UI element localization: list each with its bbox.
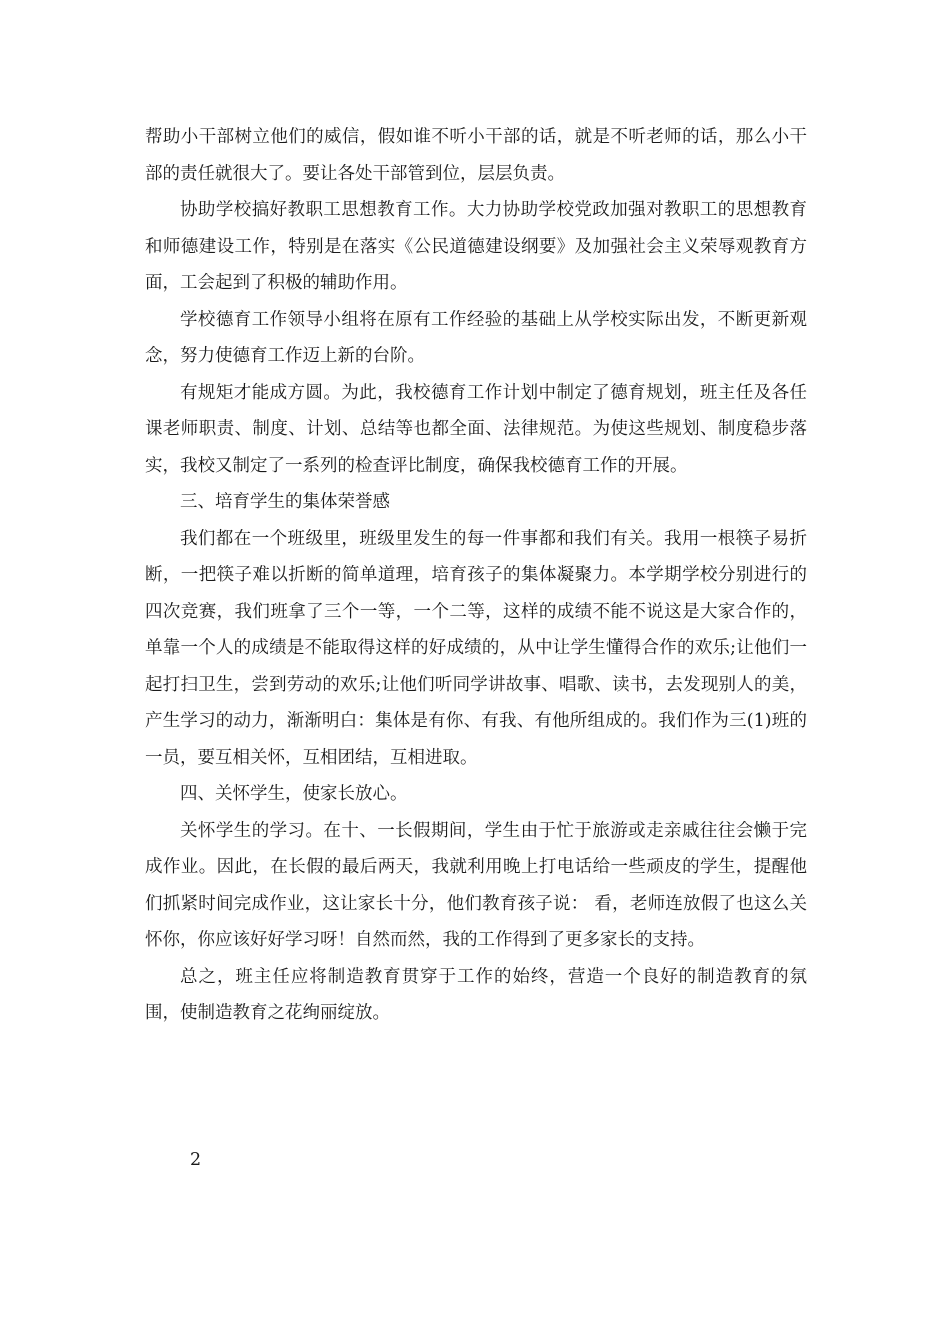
paragraph-4: 有规矩才能成方圆。为此，我校德育工作计划中制定了德育规划，班主任及各任课老师职责、制度、计划、总结等也都全面、法律规范。为使这些规划、制度稳步落实，我校又制定了一系列的检查评比制度，确保我校德育工作的开展。: [145, 382, 807, 476]
paragraph-1: 帮助小干部树立他们的威信，假如谁不听小干部的话，就是不听老师的话，那么小干部的责任就很大了。要让各处干部管到位，层层负责。: [145, 127, 807, 184]
paragraph-6: 关怀学生的学习。在十、一长假期间，学生由于忙于旅游或走亲戚往往会懒于完成作业。因此，在长假的最后两天，我就利用晚上打电话给一些顽皮的学生，提醒他们抓紧时间完成作业，这让家长十分，他们教育孩子说： 看，老师连放假了也这么关怀你，你应该好好学习呀！自然而然，我的工作得到了更多家长的支持。: [145, 820, 807, 950]
page-number: 2: [190, 1150, 202, 1170]
section-heading-4: 四、关怀学生，使家长放心。: [180, 784, 408, 804]
paragraph-2: 协助学校搞好教职工思想教育工作。大力协助学校党政加强对教职工的思想教育和师德建设工作，特别是在落实《公民道德建设纲要》及加强社会主义荣辱观教育方面，工会起到了积极的辅助作用。: [145, 200, 807, 293]
paragraph-3: 学校德育工作领导小组将在原有工作经验的基础上从学校实际出发，不断更新观念，努力使德育工作迈上新的台阶。: [145, 309, 807, 366]
paragraph-5: 我们都在一个班级里，班级里发生的每一件事都和我们有关。我用一根筷子易折断，一把筷子难以折断的简单道理，培育孩子的集体凝聚力。本学期学校分别进行的四次竞赛，我们班拿了三个一等，一个二等，这样的成绩不能不说这是大家合作的，单靠一个人的成绩是不能取得这样的好成绩的，从中让学生懂得合作的欢乐;让他们一起打扫卫生，尝到劳动的欢乐;让他们听同学讲故事、唱歌、读书，去发现别人的美，产生学习的动力，渐渐明白：集体是有你、有我、有他所组成的。我们作为三(1)班的一员，要互相关怀，互相团结，互相进取。: [145, 528, 807, 768]
document-body: [145, 119, 807, 1032]
section-heading-3: 三、培育学生的集体荣誉感: [180, 492, 390, 512]
paragraph-7: 总之，班主任应将制造教育贯穿于工作的始终，营造一个良好的制造教育的氛围，使制造教育之花绚丽绽放。: [145, 966, 807, 1023]
